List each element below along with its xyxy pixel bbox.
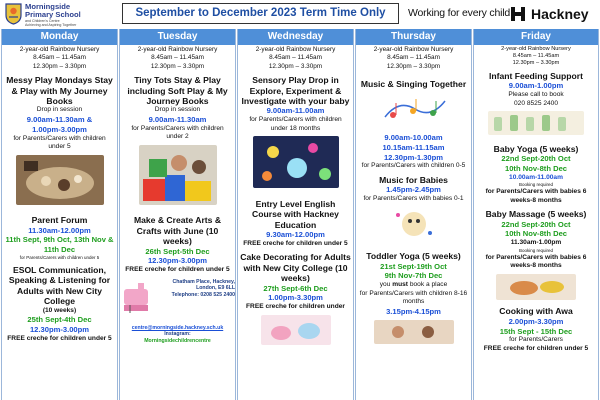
activity-dates: 27th Sept-6th Dec — [263, 283, 328, 293]
address-line1: Chatham Place, Hackney, — [172, 278, 235, 285]
activity-audience: for Parents/Carers with children under 18 months — [249, 116, 342, 132]
activity-booking: Booking required — [518, 247, 554, 253]
activity-title: Baby Massage (5 weeks) — [485, 209, 587, 220]
activity-dates: 22nd Sept-20th Oct — [501, 154, 571, 164]
nursery-pm: 12.30pm – 3.30pm — [386, 62, 441, 70]
activity-dates: 22nd Sept-20th Oct — [501, 219, 571, 229]
logo-line3b: Achieving and Aspiring Together — [25, 23, 77, 27]
activity-creche: FREE creche for children under 5 — [243, 239, 348, 247]
activity-time: 12.30pm-1.30pm — [383, 152, 444, 162]
activity-title: Tiny Tots Stay & Play including Soft Play & My Journey Books — [127, 75, 228, 107]
activity-creche: FREE creche for children under — [246, 303, 345, 311]
nursery-am: 8.45am – 11.45am — [269, 54, 322, 62]
hackney-wordmark: Hackney — [531, 6, 589, 22]
activity-dates: 9th Nov-7th Dec — [384, 271, 443, 281]
activity-dates: 26th Sept-5th Dec — [145, 246, 210, 256]
activity-title: Infant Feeding Support — [488, 71, 584, 81]
nursery-am: 8.45am – 11.45am — [387, 54, 440, 62]
day-header-friday: Friday — [474, 29, 598, 45]
logo-line2: Primary School — [25, 10, 81, 19]
activity-dates: 11th Sept, 9th Oct, 13th Nov & 11th Dec — [5, 235, 114, 255]
activity-note: Please call to book — [508, 91, 564, 99]
activity-time: 10.00am-11.00am — [509, 173, 563, 181]
day-header-thursday: Thursday — [356, 29, 471, 45]
activity-title: Messy Play Mondays Stay & Play with My Journey Books — [6, 75, 113, 107]
nursery-title: 2-year-old Rainbow Nursery — [255, 46, 336, 53]
activity-creche: FREE creche for children under 5 — [483, 344, 589, 352]
activity-title: Cooking with Awa — [499, 306, 573, 317]
activity-time: 9.00am-11.30am & — [26, 115, 93, 125]
activity-audience: for Parents/Carers with babies 0-1 — [363, 195, 464, 203]
activity-time: 3.15pm-4.15pm — [386, 307, 441, 316]
music-notes-icon — [379, 93, 449, 127]
activity-title: Music for Babies — [379, 175, 448, 186]
sensory-play-photo — [253, 136, 339, 188]
activity-time: 9.00am-11.30am — [148, 115, 207, 125]
header — [0, 0, 600, 28]
nursery-am: 8.45am – 11.45am — [151, 54, 204, 62]
activity-time: 9.00am-11.00am — [266, 106, 325, 116]
activity-title: Entry Level English Course with Hackney Education — [252, 198, 339, 230]
logo-line1: Morningside — [25, 2, 71, 11]
activity-note: Drop in session — [154, 106, 201, 114]
day-header-wednesday: Wednesday — [238, 29, 353, 45]
activity-title: Sensory Play Drop in Explore, Experiment & Investigate with your baby — [241, 75, 350, 107]
activity-dates: 25th Sept-4th Dec — [27, 315, 92, 325]
infant-feeding-icon — [488, 111, 584, 135]
activity-audience: for Parents/Carers with children 0-5 — [361, 162, 466, 170]
nursery-title: 2-year-old Rainbow Nursery — [373, 46, 454, 53]
instagram-label: Instagram: — [164, 331, 191, 338]
activity-time: 9.00am-1.00pm — [508, 81, 564, 91]
activity-time: 9.00am-10.00am — [384, 133, 443, 143]
activity-title: ESOL Communication, Speaking & Listening for Adults with New City College — [8, 265, 111, 307]
activity-time: 1.00pm-3.30pm — [268, 293, 323, 303]
booking-post: book a place — [409, 281, 448, 289]
activity-note: Drop in session — [36, 106, 83, 114]
activity-time: 10.15am-11.15am — [382, 142, 445, 152]
soft-play-photo — [139, 145, 217, 205]
activity-creche: FREE creche for children under 5 — [7, 334, 112, 342]
nursery-pm: 12.30pm – 3.30pm — [268, 62, 323, 70]
activity-phone: 020 8525 2400 — [513, 99, 558, 107]
column-friday — [473, 29, 599, 400]
activity-audience: for Parents/Carers with children under 5 — [13, 134, 106, 151]
activity-title: Make & Create Arts & Crafts with June (10 weeks) — [133, 215, 222, 247]
activity-time: 9.30am-12.00pm — [266, 230, 325, 240]
school-logo — [4, 2, 122, 26]
nursery-title: 2-year-old Rainbow Nursery — [137, 46, 218, 53]
activity-time: 12.30pm-3.00pm — [147, 256, 208, 266]
school-crest-icon — [4, 2, 23, 25]
nursery-am: 8.45am – 11.45am — [33, 54, 86, 62]
booking-pre: you — [379, 281, 391, 289]
activity-weeks: (10 weeks) — [42, 306, 77, 314]
email-link[interactable]: centre@morningside.hackney.sch.uk — [131, 324, 224, 331]
activity-dates: 10th Nov-8th Dec — [504, 164, 568, 173]
cooking-photo — [496, 274, 576, 300]
column-thursday — [355, 29, 472, 400]
activity-time: 11.30am-1.00pm — [510, 239, 562, 247]
nursery-pm: 12.30pm – 3.30pm — [150, 62, 205, 70]
activity-audience: for Parents/Carers with babies 6 weeks-8 months — [485, 188, 587, 204]
cake-photo — [261, 315, 331, 345]
activity-booking: Booking required — [518, 182, 554, 187]
activity-time: 1.00pm-3.00pm — [32, 124, 87, 134]
activity-time: 1.45pm-2.45pm — [386, 185, 441, 195]
address-line2: London, E9 6LL — [196, 285, 235, 292]
column-monday — [1, 29, 118, 400]
column-wednesday — [237, 29, 354, 400]
column-tuesday — [119, 29, 236, 400]
sewing-machine-icon — [122, 279, 150, 317]
day-header-monday: Monday — [2, 29, 117, 45]
activity-title: Baby Yoga (5 weeks) — [493, 143, 579, 154]
activity-audience: for Parents/Carers with children under 2 — [131, 124, 224, 141]
nursery-title: 2-year-old Rainbow Nursery — [501, 46, 571, 52]
day-header-tuesday: Tuesday — [120, 29, 235, 45]
term-banner: September to December 2023 Term Time Only — [122, 3, 399, 24]
activity-dates: 10th Nov-8th Dec — [504, 229, 568, 239]
activity-creche: FREE creche for children under 5 — [125, 266, 230, 274]
activity-time: 12.30pm-3.00pm — [29, 325, 90, 335]
activity-title: Music & Singing Together — [360, 79, 467, 90]
baby-music-icon — [392, 207, 436, 241]
activity-dates: 15th Sept - 15th Dec — [499, 326, 573, 336]
nursery-am: 8.45am – 11.45am — [512, 53, 560, 59]
telephone: Telephone: 0208 525 2400 — [171, 292, 235, 299]
messy-play-photo — [16, 155, 104, 205]
activity-title: Cake Decorating for Adults with New City College (10 weeks) — [240, 252, 351, 284]
working-for-every-child: Working for every child — [408, 7, 510, 19]
toddler-yoga-photo — [374, 320, 454, 344]
activity-dates: 21st Sept-19th Oct — [380, 261, 447, 271]
centre-contact — [150, 279, 235, 299]
nursery-pm: 12.30pm – 3.30pm — [32, 62, 87, 70]
activity-audience: for Parents/Carers with children under 5 — [19, 255, 100, 261]
logo-line3a: and Children's Centre — [25, 19, 60, 23]
activity-audience: for Parents/Carers — [509, 336, 563, 344]
booking-must: must — [392, 281, 408, 289]
nursery-title: 2-year-old Rainbow Nursery — [19, 46, 100, 53]
activity-audience: for Parents/Carers with babies 6 weeks-8 months — [485, 253, 587, 270]
instagram-handle[interactable]: Morningsidechildrencentre — [144, 338, 211, 345]
nursery-pm: 12.30pm – 3.30pm — [512, 60, 560, 66]
activity-audience: for Parents/Carers with children 8-16 months — [359, 289, 468, 306]
activity-title: Parent Forum — [31, 215, 88, 226]
activity-time: 11.30am-12.00pm — [28, 225, 91, 235]
hackney-mark-icon — [509, 5, 527, 23]
activity-time: 2.00pm-3.30pm — [508, 316, 564, 326]
activity-title: Toddler Yoga (5 weeks) — [366, 251, 461, 262]
